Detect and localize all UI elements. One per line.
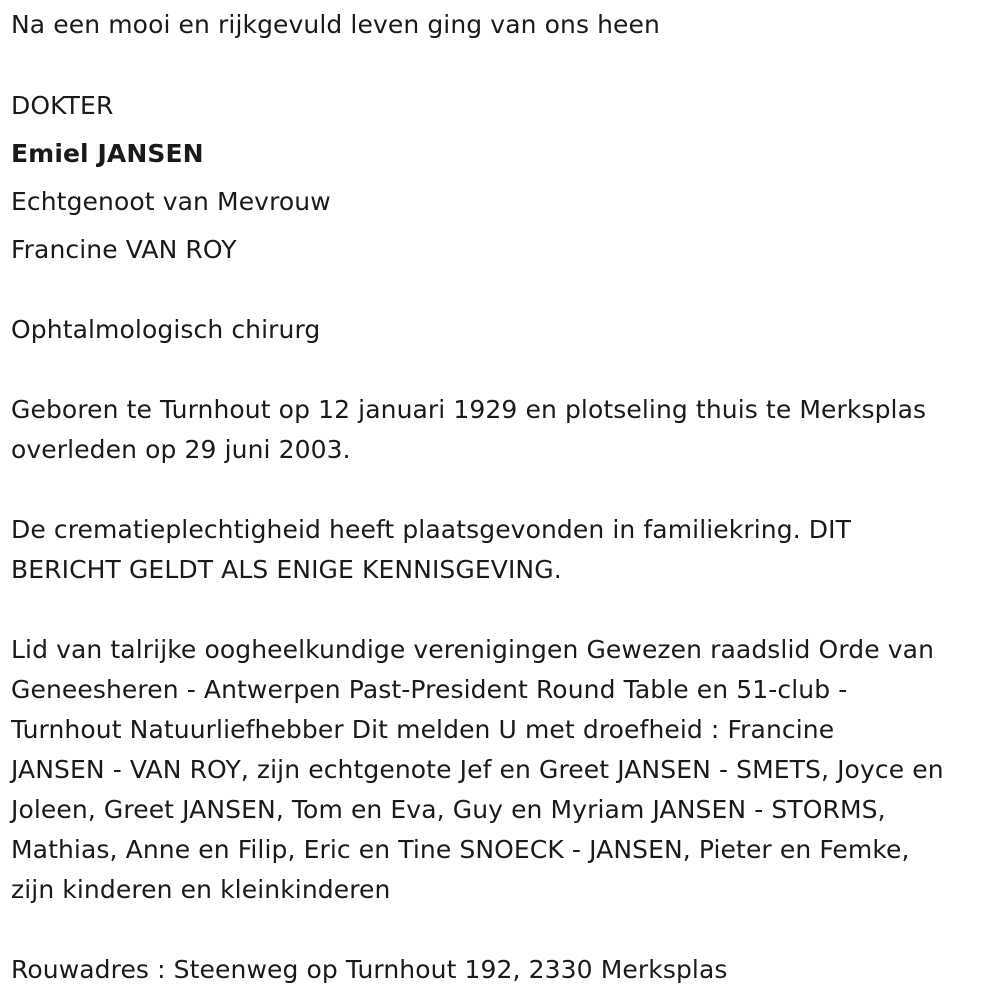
birth-death-line-1: Geboren te Turnhout op 12 januari 1929 en plotseling thuis te Merksplas: [11, 395, 927, 424]
family-line-3: Turnhout Natuurliefhebber Dit melden U met droefheid : Francine: [11, 715, 835, 744]
family-line-7: zijn kinderen en kleinkinderen: [11, 875, 391, 904]
family-line-1: Lid van talrijke oogheelkundige verenigingen Gewezen raadslid Orde van: [11, 635, 935, 664]
intro-text: Na een mooi en rijkgevuld leven ging van ons heen: [11, 10, 660, 39]
title-text: DOKTER: [11, 91, 114, 120]
birth-death-line-2: overleden op 29 juni 2003.: [11, 435, 351, 464]
family-line-5: Joleen, Greet JANSEN, Tom en Eva, Guy en Myriam JANSEN - STORMS,: [11, 795, 886, 824]
ceremony-line-2: BERICHT GELDT ALS ENIGE KENNISGEVING.: [11, 555, 562, 584]
deceased-name: Emiel JANSEN: [11, 139, 204, 168]
profession-text: Ophtalmologisch chirurg: [11, 315, 321, 344]
family-line-2: Geneesheren - Antwerpen Past-President Round Table en 51-club -: [11, 675, 848, 704]
ceremony-line-1: De crematieplechtigheid heeft plaatsgevonden in familiekring. DIT: [11, 515, 851, 544]
spouse-line-2: Francine VAN ROY: [11, 235, 237, 264]
family-line-6: Mathias, Anne en Filip, Eric en Tine SNOECK - JANSEN, Pieter en Femke,: [11, 835, 910, 864]
address-text: Rouwadres : Steenweg op Turnhout 192, 2330 Merksplas: [11, 955, 728, 984]
family-line-4: JANSEN - VAN ROY, zijn echtgenote Jef en Greet JANSEN - SMETS, Joyce en: [11, 755, 944, 784]
spouse-line-1: Echtgenoot van Mevrouw: [11, 187, 331, 216]
